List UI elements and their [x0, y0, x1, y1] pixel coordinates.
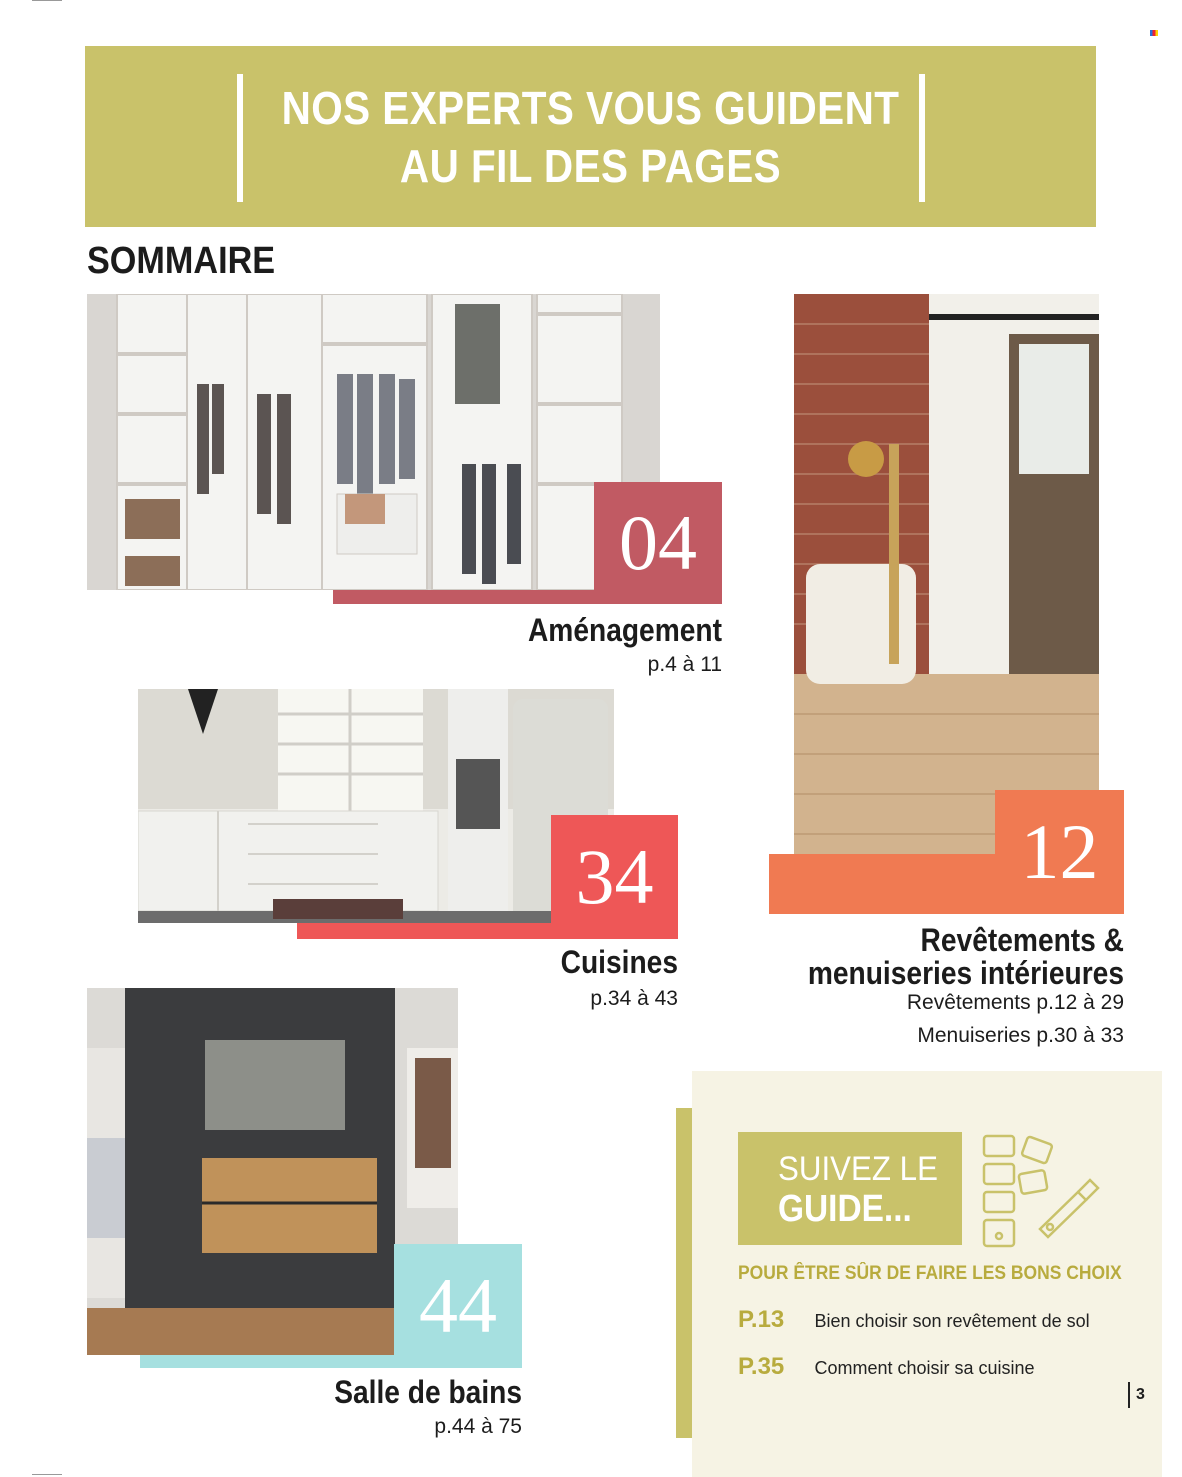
section-title-revetements-line1: Revêtements &: [920, 922, 1124, 958]
guide-subtitle: POUR ÊTRE SÛR DE FAIRE LES BONS CHOIX: [738, 1263, 1122, 1284]
photo-revetements: [794, 294, 1099, 856]
guide-item-2: [738, 1353, 1035, 1381]
banner-title-line1: NOS EXPERTS VOUS GUIDENT: [281, 82, 900, 134]
guide-item-1: [738, 1306, 1090, 1334]
flooring-samples-icon: [980, 1134, 1104, 1250]
guide-title-line1: SUIVEZ LE: [778, 1150, 938, 1188]
section-pages-amenagement: p.4 à 11: [647, 653, 722, 676]
section-number-revetements: 12: [995, 790, 1124, 914]
banner-title-line2: AU FIL DES PAGES: [399, 140, 782, 192]
section-number-salle-de-bains: 44: [394, 1244, 522, 1368]
section-title-salle-de-bains: Salle de bains: [334, 1374, 522, 1410]
guide-item-text: Comment choisir sa cuisine: [814, 1358, 1035, 1378]
section-pages-revetements: Revêtements p.12 à 29: [906, 991, 1124, 1014]
photo-cuisines: [138, 689, 614, 923]
section-number-cuisines: 34: [551, 815, 678, 939]
guide-accent-bar: [676, 1108, 692, 1438]
section-title-amenagement: Aménagement: [527, 612, 722, 648]
crop-mark-top: [32, 0, 62, 1]
section-pages-salle-de-bains: p.44 à 75: [434, 1415, 522, 1438]
section-title-revetements-line2: menuiseries intérieures: [807, 955, 1124, 991]
guide-item-text: Bien choisir son revêtement de sol: [814, 1311, 1090, 1331]
section-pages-cuisines: p.34 à 43: [590, 987, 678, 1010]
guide-pill: [738, 1132, 962, 1245]
guide-item-page: P.13: [738, 1306, 785, 1333]
section-pages-menuiseries: Menuiseries p.30 à 33: [917, 1024, 1124, 1047]
section-number-amenagement: 04: [594, 482, 722, 604]
guide-title-line2: GUIDE...: [778, 1188, 912, 1230]
crop-mark-bottom: [32, 1474, 62, 1475]
guide-item-page: P.35: [738, 1353, 785, 1380]
header-banner: [85, 46, 1096, 227]
sommaire-heading: SOMMAIRE: [87, 240, 276, 282]
photo-amenagement: [87, 294, 660, 590]
section-title-cuisines: Cuisines: [560, 944, 678, 980]
page-number: 3: [1128, 1382, 1145, 1408]
color-mark-icon: [1150, 30, 1158, 36]
